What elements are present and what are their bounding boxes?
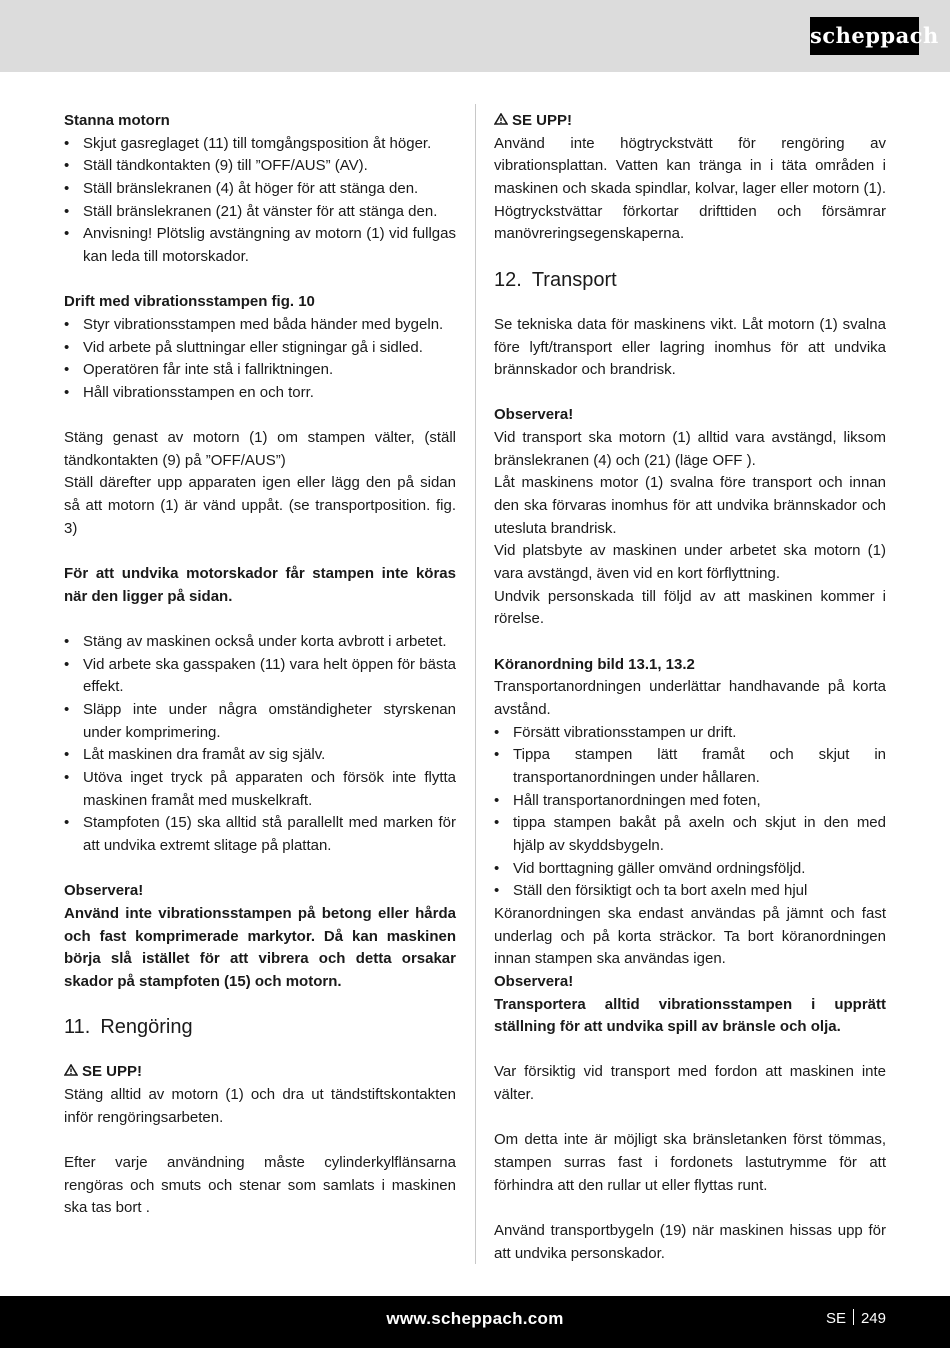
note-label: Observera! <box>494 972 574 990</box>
stop-heading: Stanna motorn <box>64 112 170 129</box>
list-item: • Vid borttagning gäller omvänd ordningsföljd. <box>494 858 886 881</box>
list-item: • Ställ bränslekranen (21) åt vänster för att stänga den. <box>64 201 456 224</box>
column-divider <box>475 104 476 1264</box>
section-heading-transport <box>494 269 886 292</box>
wheel-intro: Transportanordningen underlättar handhavande på korta avstånd. <box>494 678 886 718</box>
list-item: • Tippa stampen lätt framåt och skjut in transportanordningen under hållaren. <box>494 744 886 789</box>
list-item: • Låt maskinen dra framåt av sig själv. <box>64 744 456 767</box>
caution-text: Stäng alltid av motorn (1) och dra ut tändstiftskontakten inför rengöringsarbeten. <box>64 1086 456 1126</box>
list-item: • tippa stampen bakåt på axeln och skjut in den med hjälp av skyddsbygeln. <box>494 812 886 857</box>
list-item: • Skjut gasreglaget (11) till tomgångsposition åt höger. <box>64 133 456 156</box>
stop-list <box>64 133 456 269</box>
drive-list <box>64 314 456 405</box>
separator <box>853 1309 854 1325</box>
caution-label: SE UPP! <box>512 112 573 129</box>
brand-logo: scheppach <box>810 17 919 55</box>
tip-paragraph-2: Ställ därefter upp apparaten igen eller lägg den på sidan så att motorn (1) är vänd uppåt. (se transportposition. fig. 3) <box>64 474 456 537</box>
list-item: • Ställ tändkontakten (9) till ”OFF/AUS” (AV). <box>64 155 456 178</box>
section-title: Rengöring <box>100 1016 193 1039</box>
motor-damage-warning: För att undvika motorskador får stampen inte köras när den ligger på sidan. <box>64 565 456 605</box>
list-item: • Operatören får inte stå i fallriktningen. <box>64 359 456 382</box>
section-number: 12. <box>494 268 522 291</box>
note-label: Observera! <box>494 406 574 424</box>
note-line: Vid transport ska motorn (1) alltid vara avstängd, liksom bränslekranen (4) och (21) (läge OFF ). <box>494 429 886 469</box>
page-num: 249 <box>860 1310 886 1327</box>
note-text: Transportera alltid vibrationsstampen i upprätt ställning för att undvika spill av bränsle och olja. <box>494 995 886 1036</box>
section-heading-cleaning <box>64 1016 456 1039</box>
language-code: SE <box>825 1310 846 1327</box>
caution-heading <box>64 1061 456 1084</box>
use-list <box>64 631 456 858</box>
hoist-paragraph: Använd transportbygeln (19) när maskinen hissas upp för att undvika personskador. <box>494 1222 886 1262</box>
page-footer <box>0 1296 950 1348</box>
note-line: Undvik personskada till följd av att maskinen kommer i rörelse. <box>494 587 886 628</box>
caution-text: Använd inte högtryckstvätt för rengöring av vibrationsplattan. Vatten kan tränga in i täta områden i maskinen och skada spindlar, kolvar, lager eller motorn (1). Högtryckstvättar förkortar drifttiden och försämrar manövreringsegenskaperna. <box>494 134 886 243</box>
list-item: • Stampfoten (15) ska alltid stå parallellt med marken för att undvika extremt slitage på plattan. <box>64 812 456 857</box>
note-text: Använd inte vibrationsstampen på betong eller hårda och fast komprimerade markytor. Då kan maskinen börja slå istället för att vibrera och detta orsakar skador på stampfoten (15) och motorn. <box>64 904 456 990</box>
left-column <box>64 110 456 1220</box>
warning-triangle-icon <box>64 1061 78 1084</box>
note-line: Låt maskinens motor (1) svalna före transport och innan den ska förvaras inomhus för att undvika brännskador och utesluta brandrisk. <box>494 474 886 537</box>
list-item: • Anvisning! Plötslig avstängning av motorn (1) vid fullgas kan leda till motorskador. <box>64 223 456 268</box>
page-number <box>826 1296 886 1342</box>
list-item: • Håll transportanordningen med foten, <box>494 790 886 813</box>
drive-heading: Drift med vibrationsstampen fig. 10 <box>64 293 315 311</box>
wheel-list <box>494 722 886 903</box>
vehicle-paragraph: Var försiktig vid transport med fordon att maskinen inte välter. <box>494 1063 886 1104</box>
wheel-outro: Köranordningen ska endast användas på jämnt och fast underlag och på korta sträckor. Ta bort köranordningen innan stampen ska användas igen. <box>494 904 886 968</box>
list-item: • Styr vibrationsstampen med båda händer med bygeln. <box>64 314 456 337</box>
transport-intro: Se tekniska data för maskinens vikt. Låt motorn (1) svalna före lyft/transport eller lagring inomhus för att undvika brännskador och brandrisk. <box>494 315 886 379</box>
list-item: • Vid arbete ska gasspaken (11) vara helt öppen för bästa effekt. <box>64 654 456 699</box>
cleaning-text: Efter varje användning måste cylinderkylflänsarna rengöras och smuts och stenar som samlats i maskinen ska tas bort . <box>64 1154 456 1217</box>
list-item: • Stäng av maskinen också under korta avbrott i arbetet. <box>64 631 456 654</box>
right-column <box>494 110 886 1265</box>
caution-label: SE UPP! <box>82 1063 143 1081</box>
tip-paragraph-1: Stäng genast av motorn (1) om stampen välter, (ställ tändkontakten (9) på ”OFF/AUS”) <box>64 429 456 469</box>
page-header <box>0 0 950 72</box>
list-item: • Ställ den försiktigt och ta bort axeln med hjul <box>494 880 886 903</box>
list-item: • Vid arbete på sluttningar eller stigningar gå i sidled. <box>64 337 456 360</box>
tank-paragraph: Om detta inte är möjligt ska bränsletanken först tömmas, stampen surras fast i fordonets lastutrymme för att förhindra att den rullar ut eller flyttas runt. <box>494 1131 886 1194</box>
warning-triangle-icon <box>494 110 508 133</box>
list-item: • Ställ bränslekranen (4) åt höger för att stänga den. <box>64 178 456 201</box>
list-item: • Släpp inte under några omständigheter styrskenan under komprimering. <box>64 699 456 744</box>
list-item: • Utöva inget tryck på apparaten och försök inte flytta maskinen framåt med muskelkraft. <box>64 767 456 812</box>
list-item: • Håll vibrationsstampen en och torr. <box>64 382 456 405</box>
website-url: www.scheppach.com <box>386 1309 564 1328</box>
wheel-heading: Köranordning bild 13.1, 13.2 <box>494 655 695 673</box>
section-number: 11. <box>64 1016 91 1039</box>
section-title: Transport <box>531 268 617 291</box>
caution-heading <box>494 110 886 133</box>
note-line: Vid platsbyte av maskinen under arbetet ska motorn (1) vara avstängd, även vid en kort förflyttning. <box>494 542 886 583</box>
list-item: • Försätt vibrationsstampen ur drift. <box>494 722 886 745</box>
note-label: Observera! <box>64 882 144 900</box>
